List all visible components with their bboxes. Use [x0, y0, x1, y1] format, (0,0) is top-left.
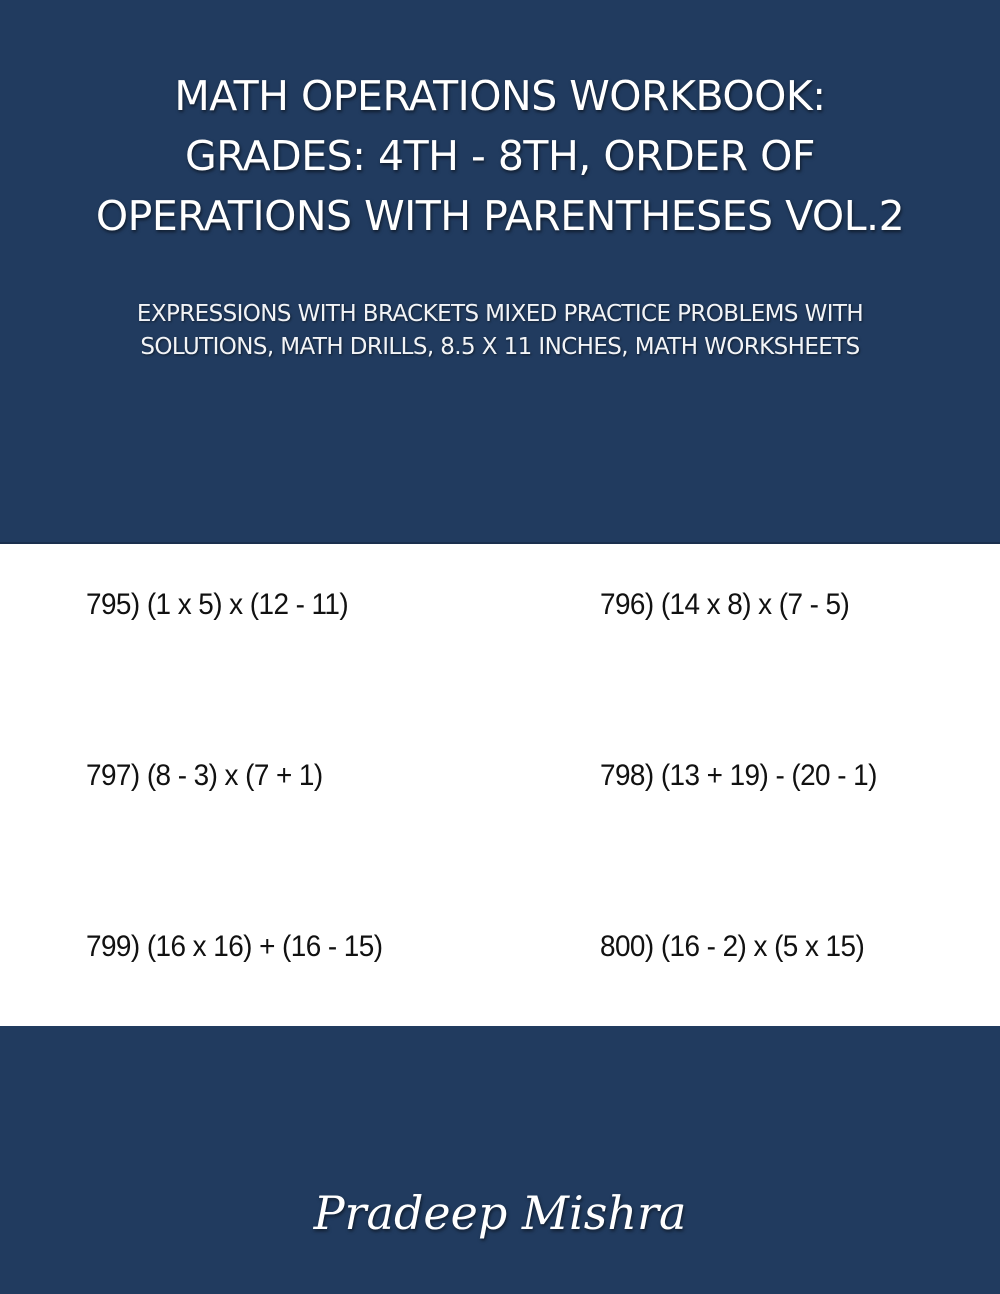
- problem-number: 797): [86, 759, 140, 792]
- problem-expression: (13 + 19) - (20 - 1): [660, 759, 877, 792]
- title-line-3: OPERATIONS WITH PARENTHESES VOL.2: [95, 192, 905, 240]
- title-line-1: MATH OPERATIONS WORKBOOK:: [174, 72, 826, 120]
- book-title: [0, 66, 1000, 246]
- author-name: Pradeep Mishra: [313, 1186, 687, 1240]
- problem-number: 795): [86, 588, 140, 621]
- problem-798: [600, 759, 877, 793]
- problem-number: 798): [600, 759, 654, 792]
- problem-796: [600, 588, 849, 622]
- title-line-2: GRADES: 4TH - 8TH, ORDER OF: [185, 132, 815, 180]
- problem-number: 796): [600, 588, 654, 621]
- problems-panel: [0, 542, 1000, 1026]
- problem-expression: (8 - 3) x (7 + 1): [146, 759, 323, 792]
- problem-number: 800): [600, 930, 654, 963]
- problem-797: [86, 759, 323, 793]
- problem-expression: (16 x 16) + (16 - 15): [146, 930, 383, 963]
- subtitle-line-2: SOLUTIONS, MATH DRILLS, 8.5 X 11 INCHES, MATH WORKSHEETS: [140, 334, 860, 360]
- problem-800: [600, 930, 864, 964]
- problem-expression: (16 - 2) x (5 x 15): [660, 930, 865, 963]
- problem-799: [86, 930, 382, 964]
- book-subtitle: [0, 298, 1000, 364]
- problem-expression: (14 x 8) x (7 - 5): [660, 588, 850, 621]
- subtitle-line-1: EXPRESSIONS WITH BRACKETS MIXED PRACTICE PROBLEMS WITH: [136, 301, 864, 327]
- problem-number: 799): [86, 930, 140, 963]
- problem-795: [86, 588, 348, 622]
- bottom-band: [0, 1026, 1000, 1294]
- problem-expression: (1 x 5) x (12 - 11): [146, 588, 349, 621]
